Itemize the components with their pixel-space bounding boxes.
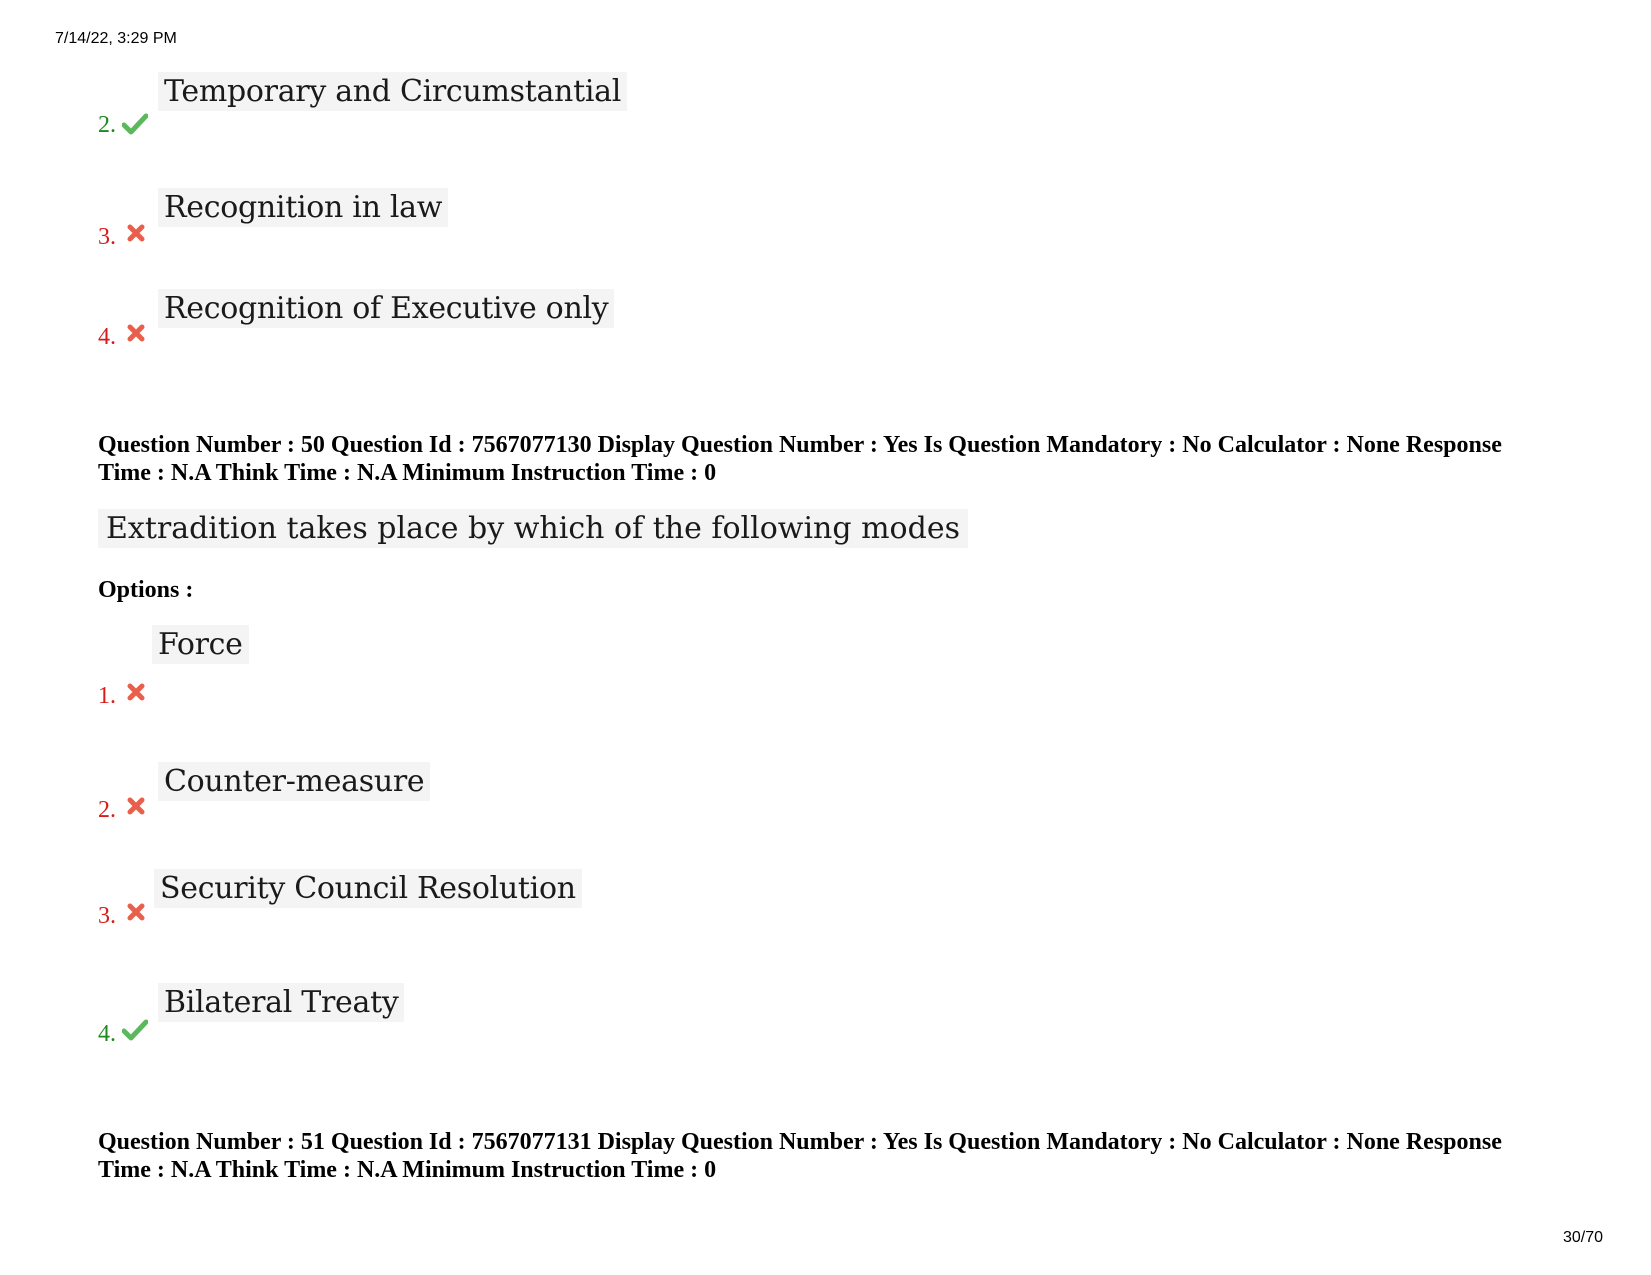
option-number: 4. — [98, 1021, 116, 1047]
option-text: Recognition in law — [158, 188, 448, 227]
question-metadata-line: Time : N.A Think Time : N.A Minimum Instruction Time : 0 — [98, 460, 717, 486]
cross-icon — [124, 681, 150, 705]
option-number: 2. — [98, 112, 116, 138]
options-label: Options : — [98, 577, 194, 603]
option-number: 3. — [98, 224, 116, 250]
check-icon — [122, 1018, 148, 1042]
question-metadata-line: Question Number : 50 Question Id : 7567077130 Display Question Number : Yes Is Question Mandatory : No Calculator : None Response — [98, 432, 1502, 458]
option-text: Security Council Resolution — [154, 869, 582, 908]
option-number: 3. — [98, 903, 116, 929]
question-metadata-line: Question Number : 51 Question Id : 7567077131 Display Question Number : Yes Is Question Mandatory : No Calculator : None Response — [98, 1129, 1502, 1155]
option-number: 1. — [98, 683, 116, 709]
print-timestamp: 7/14/22, 3:29 PM — [55, 30, 177, 47]
cross-icon — [124, 901, 150, 925]
option-text: Recognition of Executive only — [158, 289, 614, 328]
cross-icon — [124, 222, 150, 246]
option-number: 2. — [98, 797, 116, 823]
cross-icon — [124, 795, 150, 819]
question-text: Extradition takes place by which of the following modes — [98, 509, 968, 548]
option-text: Bilateral Treaty — [158, 983, 404, 1022]
question-metadata — [98, 431, 1598, 487]
option-text: Temporary and Circumstantial — [158, 72, 627, 111]
option-number: 4. — [98, 324, 116, 350]
option-text: Counter-measure — [158, 762, 430, 801]
option-text: Force — [152, 625, 249, 664]
question-metadata — [98, 1128, 1598, 1184]
cross-icon — [124, 322, 150, 346]
check-icon — [122, 112, 148, 136]
question-metadata-line: Time : N.A Think Time : N.A Minimum Instruction Time : 0 — [98, 1157, 717, 1183]
page-number: 30/70 — [1562, 1229, 1603, 1246]
